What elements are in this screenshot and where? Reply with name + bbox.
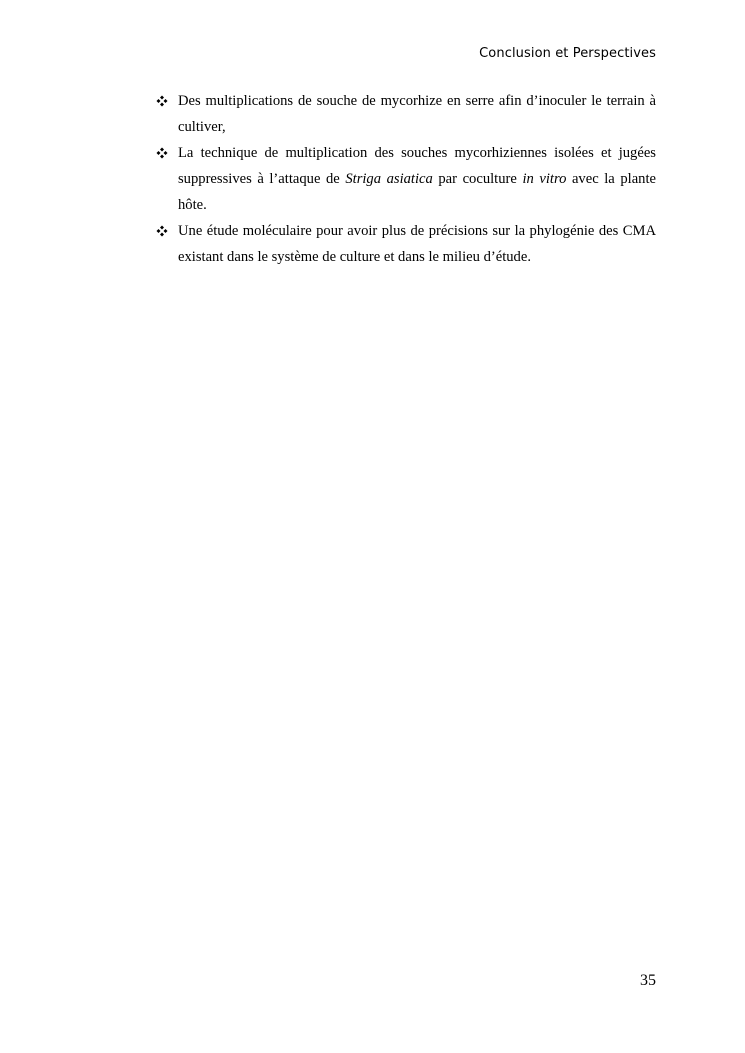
four-diamond-bullet-icon xyxy=(155,218,169,244)
bullet-text-segment: Une étude moléculaire pour avoir plus de précisions sur la phylogénie des CMA existant dans le système de culture et dans le milieu d’étude. xyxy=(178,223,656,265)
bullet-text-segment: avec la plante hôte. xyxy=(178,171,657,213)
species-name-italic: Striga asiatica xyxy=(345,171,433,187)
bullet-text xyxy=(178,93,656,135)
bullet-item xyxy=(155,88,656,140)
bullet-text-segment: par coculture xyxy=(432,171,523,187)
bullet-text-segment: La technique de multiplication des souches mycorhiziennes isolées et jugées suppressives à l’attaque de xyxy=(178,145,656,187)
bullet-text xyxy=(178,145,656,213)
running-header: Conclusion et Perspectives xyxy=(479,46,656,61)
page-number: 35 xyxy=(640,972,656,989)
bullet-item xyxy=(155,140,656,218)
bullet-text xyxy=(178,223,656,265)
bullet-item xyxy=(155,218,656,270)
latin-term-italic: in vitro xyxy=(522,171,567,187)
perspectives-bullet-list xyxy=(155,88,656,270)
bullet-text-segment: Des multiplications de souche de mycorhize en serre afin d’inoculer le terrain à cultiver, xyxy=(178,93,656,135)
four-diamond-bullet-icon xyxy=(155,88,169,114)
four-diamond-bullet-icon xyxy=(155,140,169,166)
